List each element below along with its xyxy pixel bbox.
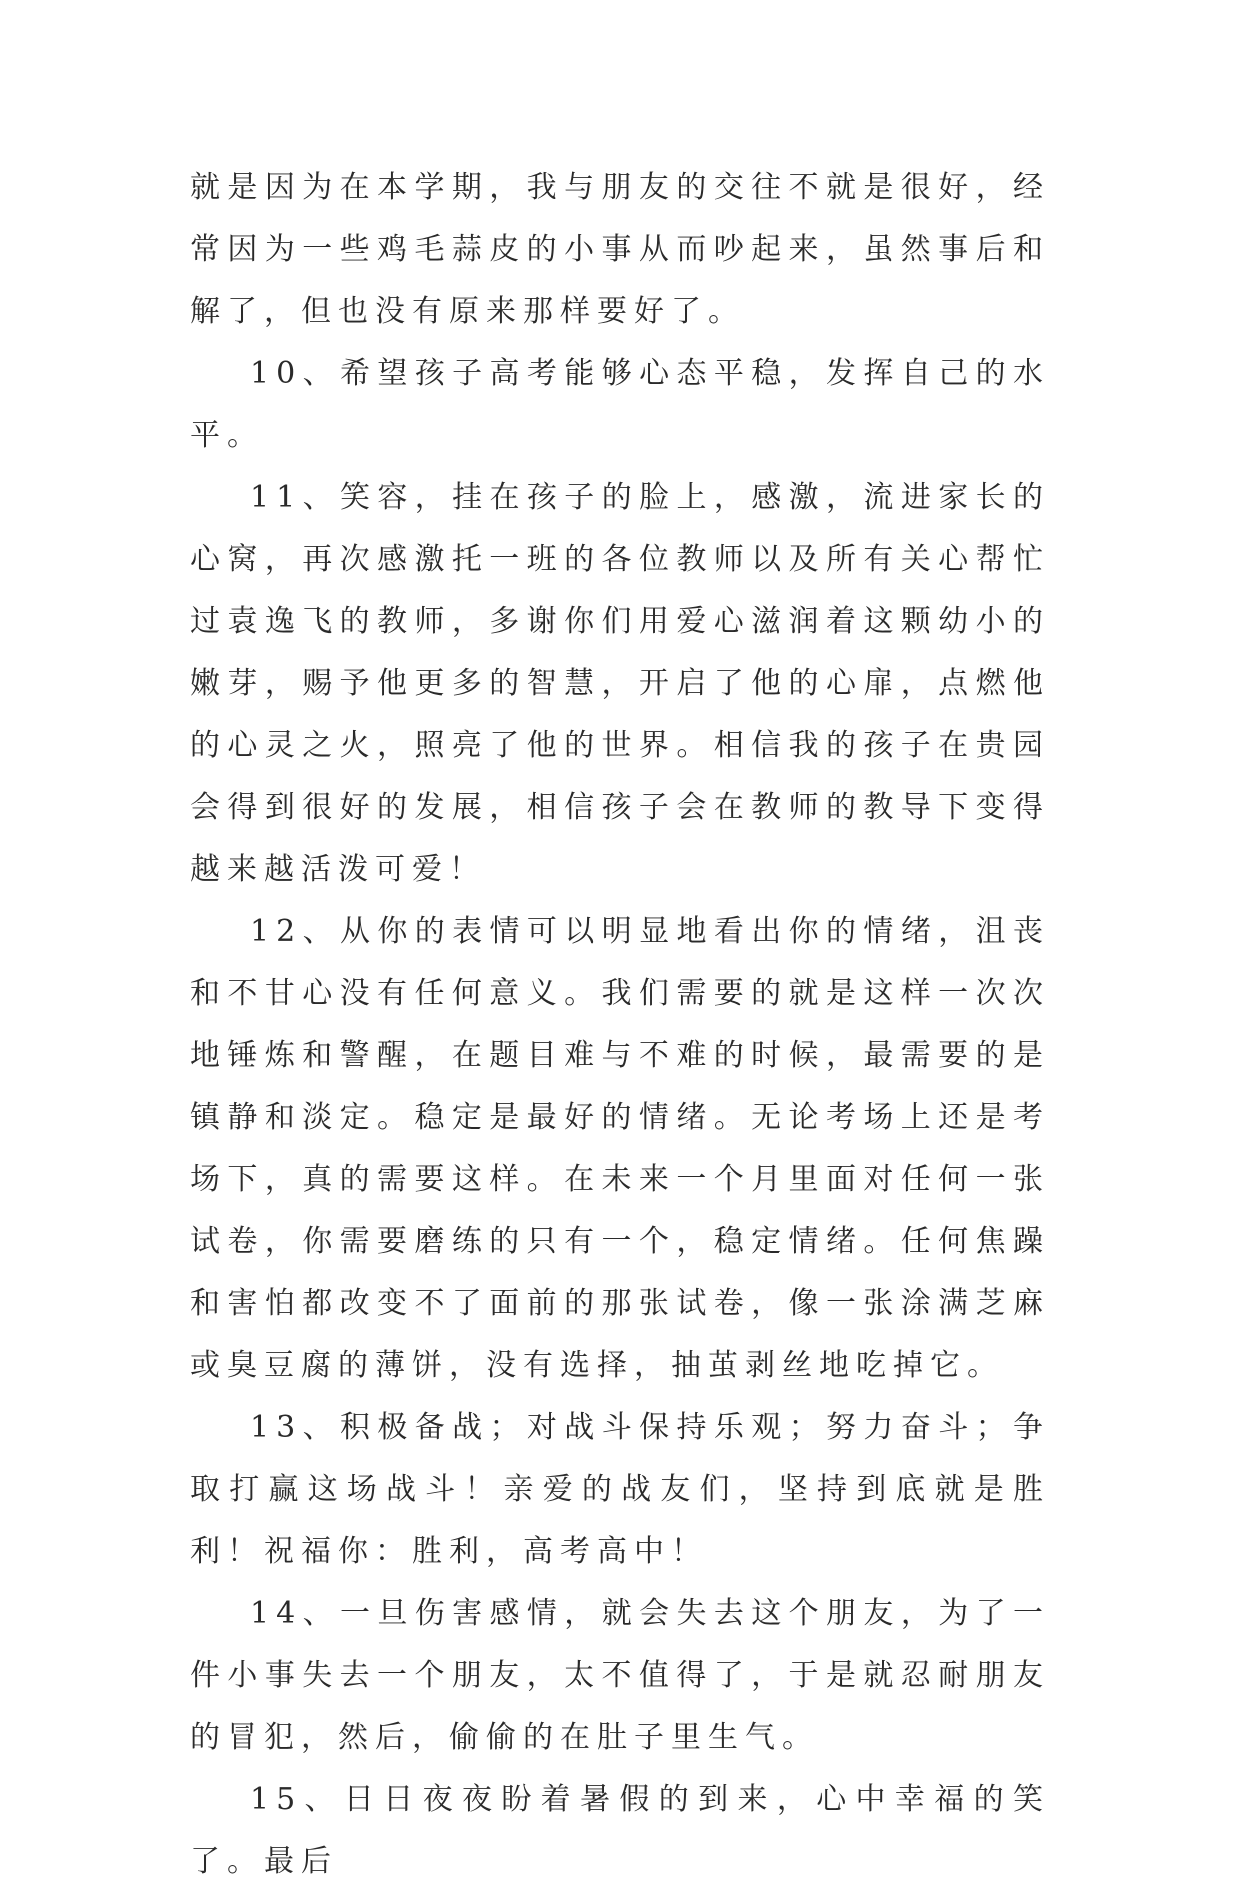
paragraph-15: 15、日日夜夜盼着暑假的到来，心中幸福的笑了。最后	[190, 1782, 1050, 1879]
paragraph-11: 11、笑容，挂在孩子的脸上，感激，流进家长的心窝，再次感激托一班的各位教师以及所有关心帮忙过袁逸飞的教师，多谢你们用爱心滋润着这颗幼小的嫩芽，赐予他更多的智慧，开启了他的心扉，点燃他的心灵之火，照亮了他的世界。相信我的孩子在贵园会得到很好的发展，相信孩子会在教师的教导下变得越来越活泼可爱！	[190, 480, 1050, 887]
paragraph-10: 10、希望孩子高考能够心态平稳，发挥自己的水平。	[190, 356, 1050, 453]
paragraph-13: 13、积极备战；对战斗保持乐观；努力奋斗；争取打赢这场战斗！亲爱的战友们，坚持到底就是胜利！祝福你：胜利，高考高中！	[190, 1410, 1050, 1569]
paragraph-continuation: 就是因为在本学期，我与朋友的交往不就是很好，经常因为一些鸡毛蒜皮的小事从而吵起来，虽然事后和解了，但也没有原来那样要好了。	[190, 170, 1050, 329]
paragraph-12: 12、从你的表情可以明显地看出你的情绪，沮丧和不甘心没有任何意义。我们需要的就是这样一次次地锤炼和警醒，在题目难与不难的时候，最需要的是镇静和淡定。稳定是最好的情绪。无论考场上还是考场下，真的需要这样。在未来一个月里面对任何一张试卷，你需要磨练的只有一个，稳定情绪。任何焦躁和害怕都改变不了面前的那张试卷，像一张涂满芝麻或臭豆腐的薄饼，没有选择，抽茧剥丝地吃掉它。	[190, 914, 1050, 1383]
paragraph-14: 14、一旦伤害感情，就会失去这个朋友，为了一件小事失去一个朋友，太不值得了，于是就忍耐朋友的冒犯，然后，偷偷的在肚子里生气。	[190, 1596, 1050, 1755]
body-text	[190, 157, 1050, 1893]
